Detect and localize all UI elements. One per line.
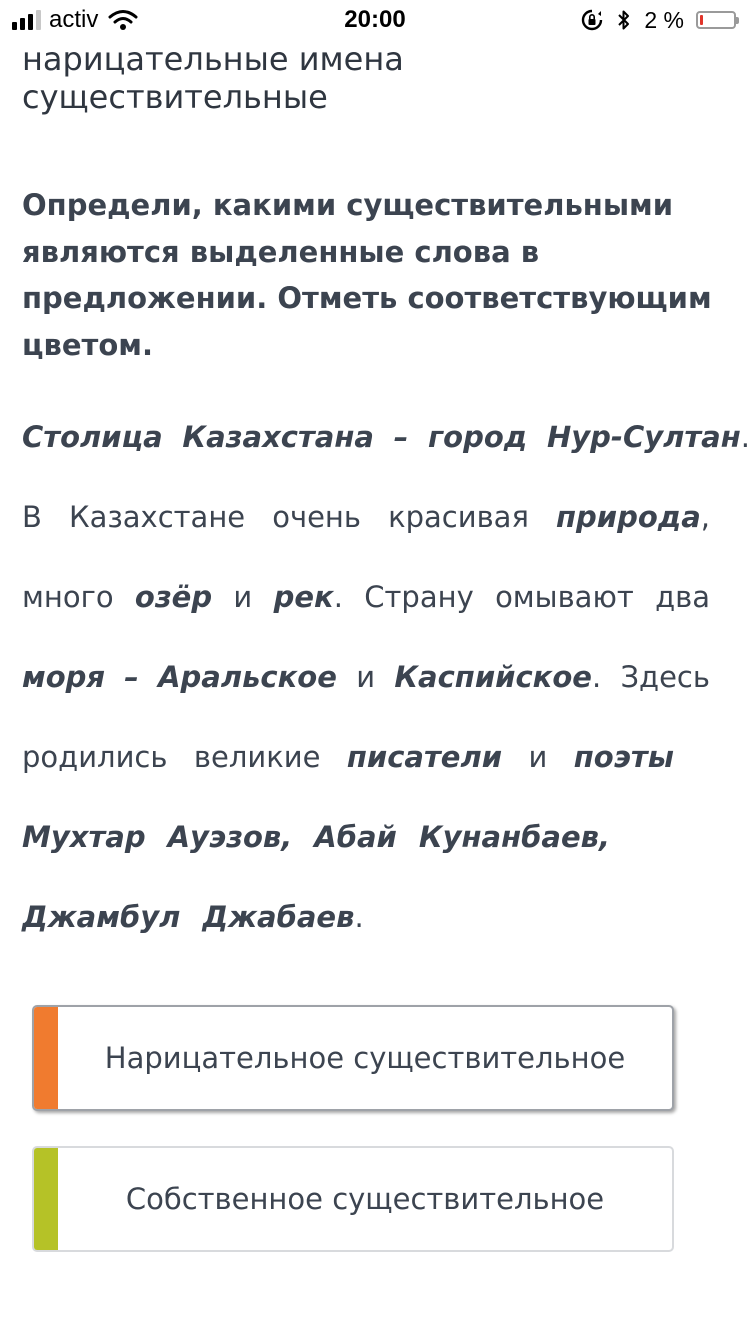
status-bar — [0, 0, 750, 40]
highlighted-word[interactable]: природа — [555, 500, 701, 534]
word-with-punct — [547, 420, 750, 454]
word: омывают — [495, 580, 634, 614]
rotation-lock-icon — [580, 8, 604, 32]
highlighted-word[interactable]: Аральское — [158, 660, 337, 694]
punctuation: . — [333, 580, 343, 614]
option-common-noun[interactable] — [32, 1005, 674, 1111]
passage-line — [22, 877, 750, 957]
highlighted-word[interactable]: Кунанбаев, — [418, 820, 610, 854]
highlighted-word[interactable]: Нур-Султан — [546, 420, 741, 454]
carrier-name: activ — [49, 6, 99, 33]
page-title — [22, 40, 722, 116]
word-with-punct — [274, 580, 343, 614]
highlighted-word[interactable]: Столица — [22, 420, 163, 454]
highlighted-word[interactable]: моря — [22, 660, 106, 694]
word: великие — [193, 740, 321, 774]
clock: 20:00 — [344, 6, 406, 33]
highlighted-word[interactable]: озёр — [134, 580, 213, 614]
task-instruction: Определи, какими существительными являются выделенные слова в предложении. Отметь соответствующим цветом. — [22, 188, 712, 362]
battery-percent: 2 % — [644, 6, 684, 33]
passage-line — [22, 637, 710, 717]
highlighted-word[interactable]: Каспийское — [394, 660, 592, 694]
word-with-punct — [394, 660, 601, 694]
word: и — [528, 740, 548, 774]
word: и — [356, 660, 376, 694]
option-color-swatch — [34, 1148, 58, 1250]
passage-line — [22, 397, 750, 477]
highlighted-word[interactable]: город — [428, 420, 528, 454]
word: родились — [22, 740, 168, 774]
highlighted-word[interactable]: Казахстана — [182, 420, 374, 454]
punctuation: . — [591, 660, 602, 694]
punctuation: . — [354, 900, 364, 934]
option-proper-noun[interactable] — [32, 1146, 674, 1252]
highlighted-word[interactable]: Абай — [314, 820, 397, 854]
status-right — [580, 6, 736, 34]
punctuation: . — [740, 420, 750, 454]
highlighted-word[interactable]: Джабаев — [202, 900, 355, 934]
bluetooth-icon — [616, 8, 632, 32]
word: Страну — [364, 580, 474, 614]
passage-line — [22, 717, 674, 797]
word: В — [22, 500, 42, 534]
passage — [22, 397, 750, 957]
option-label: Собственное существительное — [125, 1182, 605, 1216]
punctuation: , — [700, 500, 710, 534]
word-with-punct — [556, 500, 710, 534]
word: очень — [272, 500, 361, 534]
passage-line — [22, 477, 710, 557]
passage-line — [22, 557, 710, 637]
page-title-line-2: существительные — [22, 78, 328, 116]
dash: – — [124, 660, 139, 694]
passage-line — [22, 797, 750, 877]
word: много — [22, 580, 114, 614]
word: и — [233, 580, 253, 614]
dash: – — [393, 420, 409, 454]
highlighted-word[interactable]: Мухтар — [22, 820, 146, 854]
word: Здесь — [620, 660, 710, 694]
option-color-swatch — [34, 1007, 58, 1109]
highlighted-word[interactable]: рек — [273, 580, 334, 614]
page-title-line-1: нарицательные имена — [22, 40, 404, 78]
highlighted-word[interactable]: Джамбул — [22, 900, 181, 934]
highlighted-word[interactable]: поэты — [573, 740, 674, 774]
word: Казахстане — [69, 500, 246, 534]
highlighted-word[interactable]: Ауэзов, — [167, 820, 293, 854]
battery-icon — [696, 11, 736, 29]
option-label: Нарицательное существительное — [104, 1041, 626, 1075]
word: красивая — [388, 500, 529, 534]
highlighted-word[interactable]: писатели — [346, 740, 503, 774]
word: два — [655, 580, 710, 614]
word-with-punct — [202, 900, 363, 934]
